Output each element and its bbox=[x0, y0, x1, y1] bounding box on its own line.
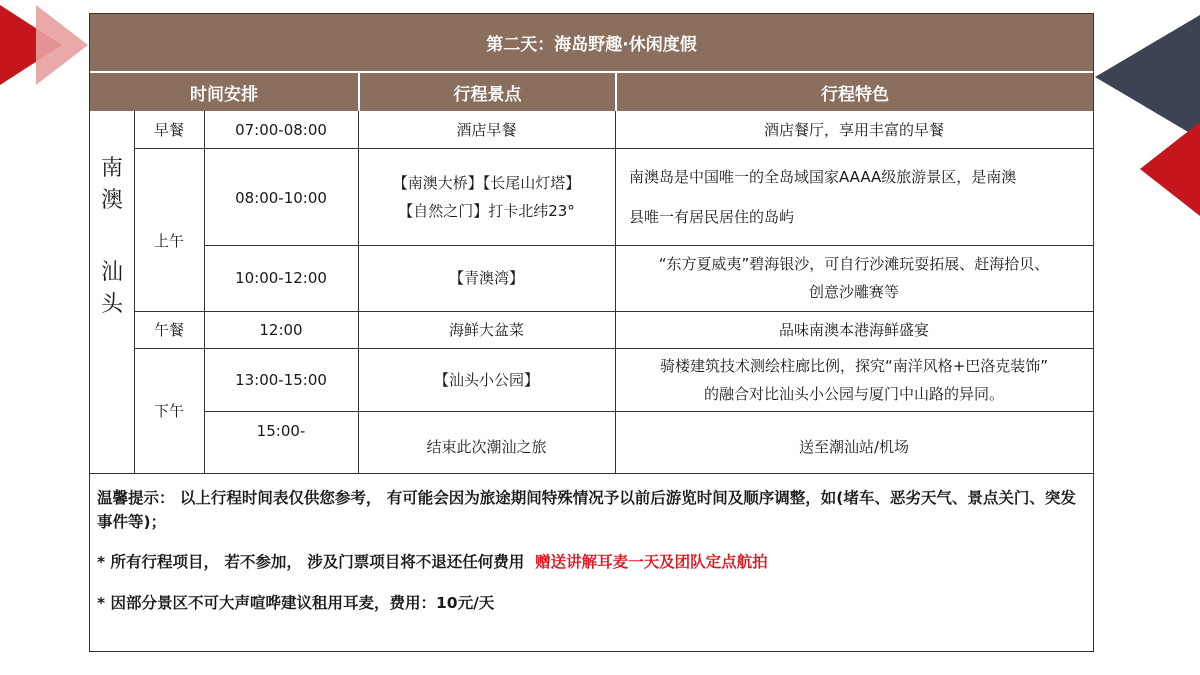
row-spot bbox=[358, 148, 615, 245]
row-spot: 【青澳湾】 bbox=[448, 269, 524, 287]
row-spot: 【汕头小公园】 bbox=[433, 370, 539, 389]
row-spot: 结束此次潮汕之旅 bbox=[426, 438, 547, 456]
day-title: 第二天：海岛野趣·休闲度假 bbox=[90, 14, 1093, 71]
notes-tip: 温馨提示： 以上行程时间表仅供您参考， 有可能会因为旅途期间特殊情况予以前后游览时间及顺序调整，如(堵车、恶劣天气、景点关门、突发事件等)； bbox=[97, 489, 1076, 531]
row-feature: 送至潮汕站/机场 bbox=[798, 438, 910, 456]
row-feature bbox=[615, 148, 1093, 245]
notes-ticket-text: * 所有行程项目， 若不参加， 涉及门票项目将不退还任何费用 bbox=[97, 553, 525, 571]
meal-breakfast: 早餐 bbox=[153, 120, 184, 139]
meal-morning: 上午 bbox=[153, 231, 184, 250]
city-char: 南 bbox=[100, 156, 123, 181]
row-time: 08:00-10:00 bbox=[235, 189, 327, 207]
row-spot: 海鲜大盆菜 bbox=[448, 320, 524, 339]
decor-triangle-pink-left bbox=[36, 5, 88, 85]
decor-triangle-gray-right bbox=[1095, 15, 1200, 139]
row-feature: 品味南澳本港海鲜盛宴 bbox=[778, 320, 929, 339]
row-time: 15:00- bbox=[256, 422, 306, 440]
row-feature-line: 县唯一有居民居住的岛屿 bbox=[629, 207, 795, 226]
row-feature bbox=[615, 245, 1093, 311]
row-spot-line: 【南澳大桥】【长尾山灯塔】 bbox=[392, 173, 581, 192]
row-feature-line: 骑楼建筑技术测绘柱廊比例，探究“南洋风格+巴洛克装饰” bbox=[659, 356, 1049, 375]
notes-earphone: * 因部分景区不可大声喧哗建议租用耳麦，费用：10元/天 bbox=[97, 594, 495, 612]
row-feature-line: 的融合对比汕头小公园与厦门中山路的异同。 bbox=[703, 384, 1004, 403]
row-feature: 酒店餐厅，享用丰富的早餐 bbox=[763, 120, 944, 139]
itinerary-table bbox=[89, 13, 1094, 652]
row-feature bbox=[615, 348, 1093, 411]
city-char: 汕 bbox=[100, 260, 123, 285]
header-spot: 行程景点 bbox=[358, 71, 615, 111]
meal-afternoon: 下午 bbox=[153, 401, 184, 420]
row-time: 10:00-12:00 bbox=[235, 269, 327, 287]
row-time: 07:00-08:00 bbox=[235, 120, 327, 139]
header-feature: 行程特色 bbox=[615, 71, 1093, 111]
row-spot: 酒店早餐 bbox=[456, 120, 517, 139]
notes-ticket-policy bbox=[97, 550, 1087, 574]
city-char: 头 bbox=[100, 292, 123, 317]
city-char: 澳 bbox=[100, 188, 123, 213]
header-time: 时间安排 bbox=[90, 71, 358, 111]
row-feature-line: 南澳岛是中国唯一的全岛域国家AAAA级旅游景区，是南澳 bbox=[629, 167, 1017, 186]
row-feature-line: 创意沙雕赛等 bbox=[808, 283, 899, 301]
meal-lunch: 午餐 bbox=[153, 320, 184, 339]
city-label bbox=[90, 111, 134, 473]
row-time: 13:00-15:00 bbox=[235, 370, 327, 389]
decor-triangle-red-right bbox=[1140, 122, 1200, 216]
row-time: 12:00 bbox=[259, 320, 303, 339]
notes-section bbox=[97, 486, 1087, 615]
notes-bonus-text: 赠送讲解耳麦一天及团队定点航拍 bbox=[535, 553, 768, 571]
row-feature-line: “东方夏威夷”碧海银沙，可自行沙滩玩耍拓展、赶海拾贝、 bbox=[658, 255, 1050, 273]
row-spot-line: 【自然之门】打卡北纬23° bbox=[398, 201, 575, 220]
